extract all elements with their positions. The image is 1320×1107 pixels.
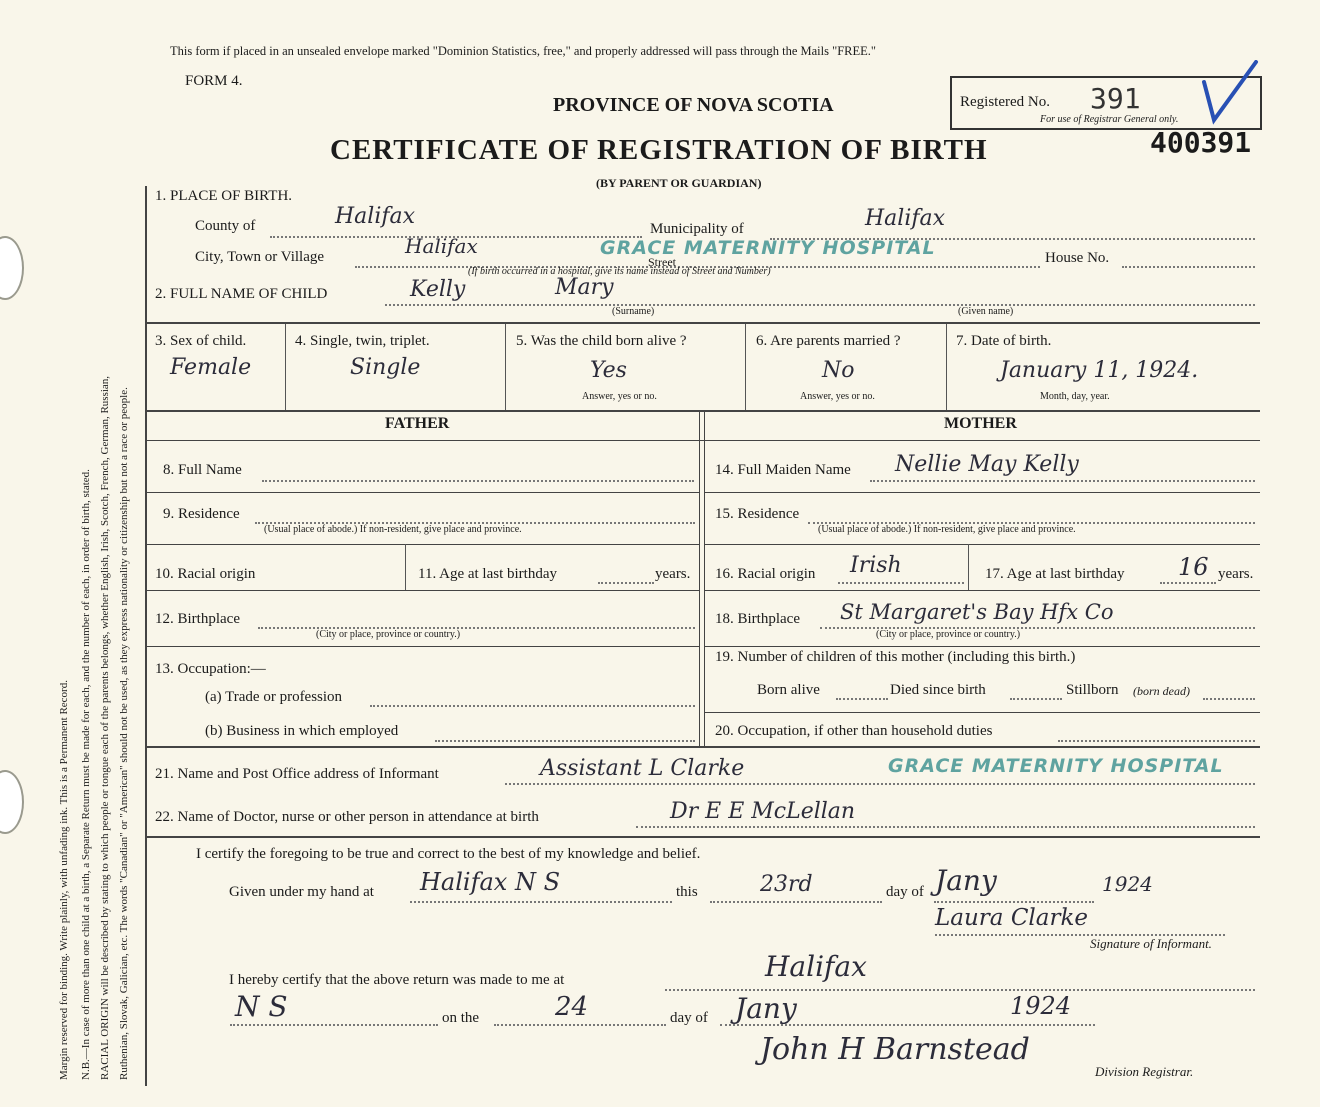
informant-hospital-stamp: GRACE MATERNITY HOSPITAL bbox=[888, 755, 1224, 777]
city-value: Halifax bbox=[405, 234, 478, 258]
father-racial-label: 10. Racial origin bbox=[155, 566, 256, 582]
father-birthplace-caption: (City or place, province or country.) bbox=[316, 629, 461, 640]
married-caption: Answer, yes or no. bbox=[800, 391, 875, 402]
mother-children-label: 19. Number of children of this mother (including this birth.) bbox=[715, 649, 1076, 665]
punch-hole-top bbox=[0, 236, 24, 300]
punch-hole-bottom bbox=[0, 770, 24, 834]
mother-birthplace-label: 18. Birthplace bbox=[715, 611, 800, 627]
father-birthplace-label: 12. Birthplace bbox=[155, 611, 240, 627]
registrar-place-value: Halifax bbox=[765, 950, 867, 983]
registered-no-value: 391 bbox=[1090, 82, 1141, 115]
doctor-label: 22. Name of Doctor, nurse or other person in attendance at birth bbox=[155, 809, 539, 825]
married-value: No bbox=[822, 358, 855, 383]
dob-label: 7. Date of birth. bbox=[956, 333, 1052, 349]
registrar-caption: Division Registrar. bbox=[1095, 1064, 1194, 1079]
registrar-statement: I hereby certify that the above return was made to me at bbox=[229, 972, 565, 988]
document-subtitle: (BY PARENT OR GUARDIAN) bbox=[596, 176, 762, 190]
registration-box bbox=[950, 76, 1262, 130]
certify-year-value: 1924 bbox=[1102, 872, 1153, 896]
margin-note-racial-2: Ruthenian, Slovak, Galician, etc. The words "Canadian" or "American" should not be used, as they express nationality or citizenship but not a race or people. bbox=[118, 387, 130, 1080]
child-given-name: Mary bbox=[555, 275, 614, 300]
this-label: this bbox=[676, 884, 698, 900]
father-age-unit: years. bbox=[655, 566, 691, 582]
mother-name-label: 14. Full Maiden Name bbox=[715, 462, 851, 478]
registrar-day-of-label: day of bbox=[670, 1010, 708, 1026]
certificate-number: 400391 bbox=[1150, 126, 1252, 159]
mother-racial-value: Irish bbox=[850, 553, 902, 578]
sex-value: Female bbox=[170, 355, 252, 380]
province-title: PROVINCE OF NOVA SCOTIA bbox=[553, 94, 834, 116]
dob-value: January 11, 1924. bbox=[1000, 358, 1199, 383]
margin-note-nb: N.B.—In case of more than one child at a birth, a Separate Return must be made for each, and the number of each, in order of birth, stated. bbox=[80, 469, 92, 1080]
registrar-month-value: Jany bbox=[735, 992, 797, 1025]
street-label: Street bbox=[648, 255, 676, 269]
born-alive-count-label: Born alive bbox=[757, 682, 820, 698]
mother-racial-label: 16. Racial origin bbox=[715, 566, 816, 582]
house-no-label: House No. bbox=[1045, 250, 1110, 266]
doctor-value: Dr E E McLellan bbox=[670, 799, 856, 824]
stillborn-label: Stillborn bbox=[1066, 682, 1119, 698]
mail-notice: This form if placed in an unsealed envelope marked "Dominion Statistics, free," and properly addressed will pass through the Mails "FREE." bbox=[170, 44, 877, 58]
county-value: Halifax bbox=[335, 204, 416, 229]
registrar-day-value: 24 bbox=[555, 992, 589, 1022]
plurality-label: 4. Single, twin, triplet. bbox=[295, 333, 430, 349]
certify-day-of-label: day of bbox=[886, 884, 924, 900]
mother-birthplace-value: St Margaret's Bay Hfx Co bbox=[840, 600, 1114, 624]
registrar-signature: John H Barnstead bbox=[760, 1032, 1030, 1067]
registered-no-note: For use of Registrar General only. bbox=[1040, 114, 1179, 125]
check-mark-icon bbox=[1200, 60, 1260, 130]
registrar-on-the-label: on the bbox=[442, 1010, 480, 1026]
informant-signature: Laura Clarke bbox=[935, 905, 1089, 931]
mother-occupation-label: 20. Occupation, if other than household duties bbox=[715, 723, 993, 739]
informant-label: 21. Name and Post Office address of Informant bbox=[155, 766, 439, 782]
born-alive-label: 5. Was the child born alive ? bbox=[516, 333, 687, 349]
given-caption: (Given name) bbox=[958, 306, 1014, 317]
given-place-value: Halifax N S bbox=[420, 868, 561, 896]
surname-caption: (Surname) bbox=[612, 306, 655, 317]
municipality-value: Halifax bbox=[865, 206, 946, 231]
father-age-label: 11. Age at last birthday bbox=[418, 566, 557, 582]
document-title: CERTIFICATE OF REGISTRATION OF BIRTH bbox=[330, 134, 988, 166]
child-name-label: 2. FULL NAME OF CHILD bbox=[155, 286, 328, 302]
mother-residence-caption: (Usual place of abode.) If non-resident, give place and province. bbox=[818, 524, 1076, 535]
mother-name-value: Nellie May Kelly bbox=[895, 452, 1079, 477]
father-heading: FATHER bbox=[385, 415, 450, 432]
registrar-place-value-2: N S bbox=[235, 990, 288, 1023]
mother-age-label: 17. Age at last birthday bbox=[985, 566, 1125, 582]
father-trade-label: (a) Trade or profession bbox=[205, 689, 343, 705]
hospital-stamp: GRACE MATERNITY HOSPITAL bbox=[600, 237, 936, 259]
mother-age-unit: years. bbox=[1218, 566, 1254, 582]
mother-heading: MOTHER bbox=[944, 415, 1017, 432]
stillborn-note: (born dead) bbox=[1133, 684, 1190, 698]
municipality-label: Municipality of bbox=[650, 221, 744, 237]
died-since-birth-label: Died since birth bbox=[890, 682, 986, 698]
mother-birthplace-caption: (City or place, province or country.) bbox=[876, 629, 1021, 640]
born-alive-caption: Answer, yes or no. bbox=[582, 391, 657, 402]
informant-value: Assistant L Clarke bbox=[540, 756, 745, 781]
child-surname: Kelly bbox=[410, 277, 466, 302]
sex-label: 3. Sex of child. bbox=[155, 333, 247, 349]
margin-note-racial-1: RACIAL ORIGIN will be described by stating to which people or tongue each of the parents belongs, whether English, Irish, Scotch, French, German, Russian, bbox=[99, 375, 111, 1080]
dob-caption: Month, day, year. bbox=[1040, 391, 1110, 402]
certify-month-value: Jany bbox=[935, 864, 997, 897]
certify-statement: I certify the foregoing to be true and correct to the best of my knowledge and belief. bbox=[196, 846, 701, 862]
city-label: City, Town or Village bbox=[195, 249, 325, 265]
place-of-birth-label: 1. PLACE OF BIRTH. bbox=[155, 188, 293, 204]
margin-note-binding: Margin reserved for binding. Write plainly, with unfading ink. This is a Permanent Record. bbox=[58, 680, 70, 1080]
father-occupation-label: 13. Occupation:— bbox=[155, 661, 266, 677]
father-residence-caption: (Usual place of abode.) If non-resident, give place and province. bbox=[264, 524, 522, 535]
county-label: County of bbox=[195, 218, 256, 234]
given-under-hand-label: Given under my hand at bbox=[229, 884, 374, 900]
plurality-value: Single bbox=[350, 355, 421, 380]
father-name-label: 8. Full Name bbox=[163, 462, 242, 478]
father-residence-label: 9. Residence bbox=[163, 506, 240, 522]
born-alive-value: Yes bbox=[590, 358, 627, 383]
mother-residence-label: 15. Residence bbox=[715, 506, 800, 522]
informant-signature-caption: Signature of Informant. bbox=[1090, 936, 1212, 951]
form-number: FORM 4. bbox=[185, 73, 243, 89]
mother-age-value: 16 bbox=[1178, 553, 1209, 581]
certify-day-value: 23rd bbox=[760, 872, 813, 897]
married-label: 6. Are parents married ? bbox=[756, 333, 901, 349]
registered-no-label: Registered No. bbox=[960, 94, 1050, 110]
father-business-label: (b) Business in which employed bbox=[205, 723, 399, 739]
registrar-year-value: 1924 bbox=[1010, 992, 1072, 1020]
hospital-note: (If birth occurred in a hospital, give its name instead of Street and Number) bbox=[468, 266, 771, 277]
